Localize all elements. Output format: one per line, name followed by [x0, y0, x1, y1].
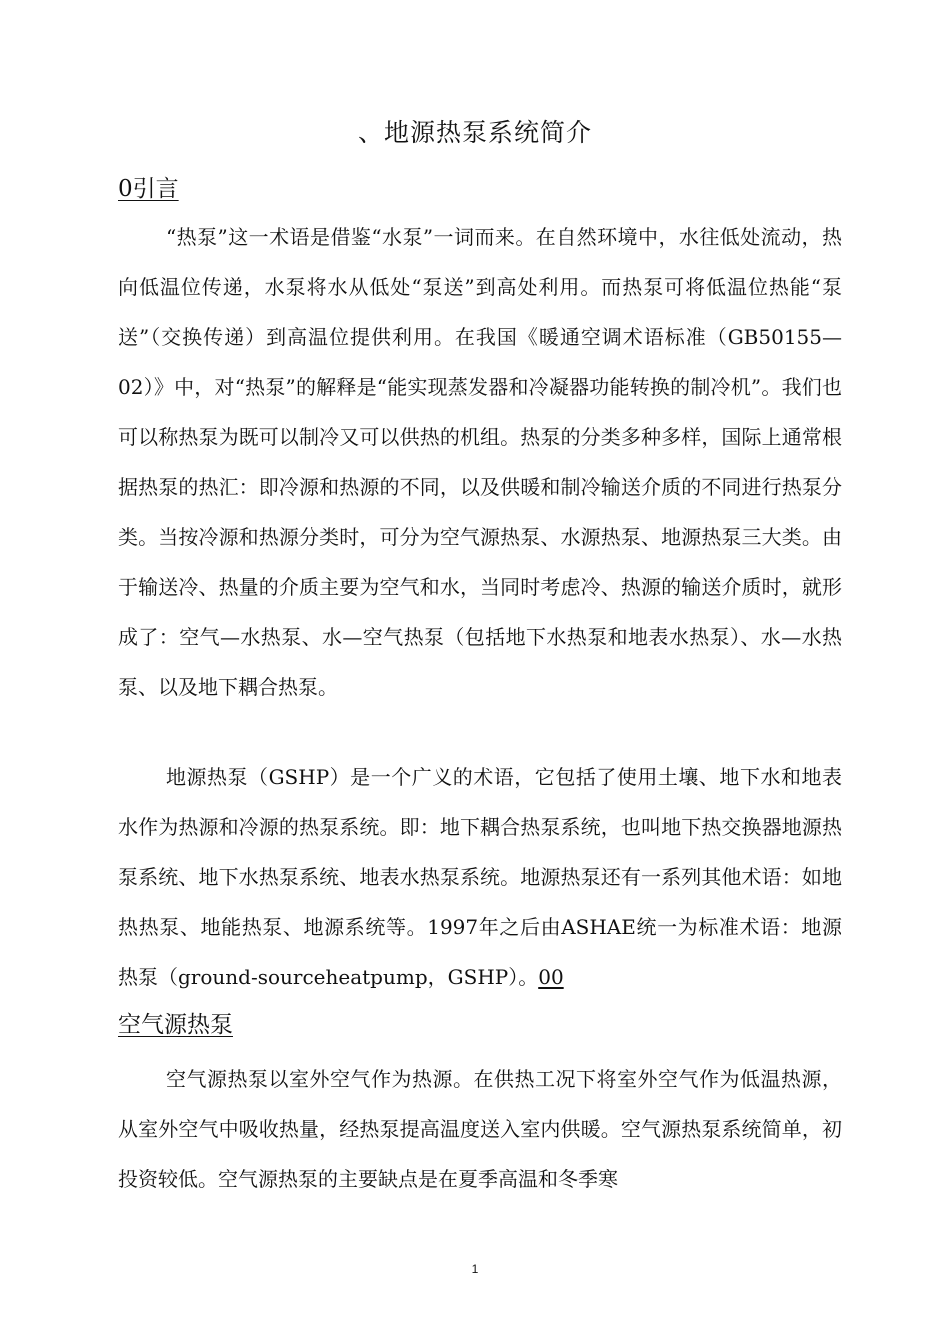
page-number: 1 — [471, 1262, 479, 1276]
document-title: 、地源热泵系统简介 — [357, 118, 592, 147]
footnote-mark: 00 — [538, 965, 564, 989]
intro-paragraph-2-text: 地源热泵（GSHP）是一个广义的术语，它包括了使用土壤、地下水和地表水作为热源和冷源的热泵系统。即：地下耦合热泵系统，也叫地下热交换器地源热泵系统、地下水热泵系统、地表水热泵系统。地源热泵还有一系列其他术语：如地热热泵、地能热泵、地源系统等。1997年之后由ASHAE统一为标准术语：地源热泵（ground-sourceheatpump，GSHP）。 — [118, 765, 842, 989]
intro-paragraph-2 — [118, 752, 842, 1002]
intro-paragraph-1: “热泵”这一术语是借鉴“水泵”一词而来。在自然环境中，水往低处流动，热向低温位传递，水泵将水从低处“泵送”到高处利用。而热泵可将低温位热能“泵送”（交换传递）到高温位提供利用。在我国《暖通空调术语标准（GB50155—02）》中，对“热泵”的解释是“能实现蒸发器和冷凝器功能转换的制冷机”。我们也可以称热泵为既可以制冷又可以供热的机组。热泵的分类多种多样，国际上通常根据热泵的热汇：即冷源和热源的不同，以及供暖和制冷输送介质的不同进行热泵分类。当按冷源和热源分类时，可分为空气源热泵、水源热泵、地源热泵三大类。由于输送冷、热量的介质主要为空气和水，当同时考虑冷、热源的输送介质时，就形成了：空气—水热泵、水—空气热泵（包括地下水热泵和地表水热泵）、水—水热泵、以及地下耦合热泵。 — [118, 225, 842, 699]
section-heading-air-source-heat-pump: 空气源热泵 — [118, 1012, 233, 1038]
section-heading-introduction: 0引言 — [118, 176, 179, 202]
air-source-paragraph-1: 空气源热泵以室外空气作为热源。在供热工况下将室外空气作为低温热源，从室外空气中吸收热量，经热泵提高温度送入室内供暖。空气源热泵系统简单，初投资较低。空气源热泵的主要缺点是在夏季高温和冬季寒 — [118, 1067, 842, 1191]
